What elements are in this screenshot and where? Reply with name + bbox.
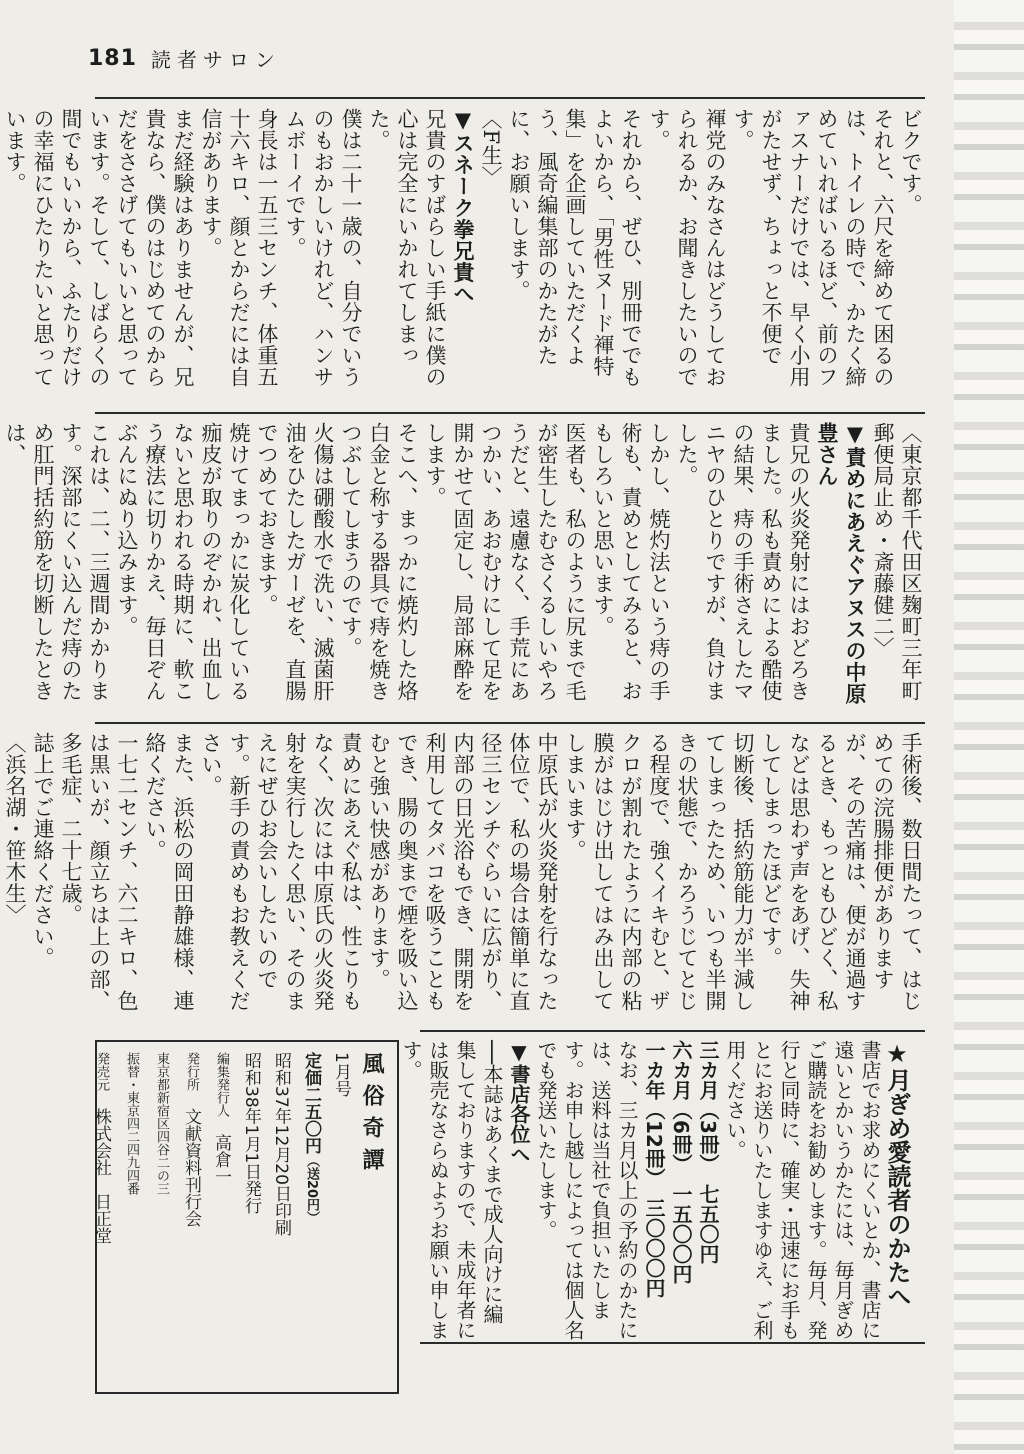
distributor-name: 株式会社 日正堂 <box>91 1108 111 1244</box>
paragraph: しかし、焼灼法という痔の手術も、責めとしてみると、おもしろいと思います。 <box>591 422 671 702</box>
paragraph: そこへ、まっかに焼灼した烙白金と称する器具で痔を焼きつぶしてしまうのです。 <box>339 422 419 702</box>
letter-lower <box>3 732 925 1022</box>
rule-top <box>95 97 925 99</box>
subscription-intro: 書店でお求めにくいとか、書店に遠いとかいうかたには、毎月ぎめご購読をお勧めします。毎月、発行と同時に、確実・迅速にお手もとにお送りいたしますゆえ、ご利用ください。 <box>723 1040 882 1340</box>
paragraph: 焼けてまっかに炭化している痂皮が取りのぞかれ、出血しないと思われる時期に、軟こう療法に切りかえ、毎日ぞんぶんにぬり込みます。 <box>115 422 251 702</box>
page-header <box>88 38 281 78</box>
magazine-title: 風俗奇譚 <box>359 1052 384 1180</box>
rule-3 <box>420 1030 925 1032</box>
paragraph: それと、六尺を締めて困るのは、トイレの時で、かたく締めていればいるほど、前のファスナーだけでは、早く小用がたせず、ちょっと不便です。 <box>731 108 895 388</box>
rule-2 <box>95 722 925 724</box>
subscription-note: なお、三カ月以上の予約のかたには、送料は当社で負担いたします。お申し越しによっては個人名でも発送いたします。 <box>534 1040 639 1340</box>
signature: 〈F生〉 <box>479 108 503 188</box>
section-title: 読者サロン <box>150 47 281 72</box>
publisher-name: 文献資料刊行会 <box>181 1108 201 1227</box>
paragraph: 兄貴のすばらしい手紙に僕の心は完全にいかれてしまった。 <box>367 108 447 388</box>
bookstore-heading: ▼書店各位へ <box>507 1040 531 1164</box>
signature: 〈浜名湖・笹木生〉 <box>3 732 27 926</box>
rule-1 <box>95 412 925 414</box>
publish-date: 昭和38年1月1日発行 <box>241 1052 261 1215</box>
paragraph: 中原氏が火炎発射を行なった体位で、私の場合は簡単に直径三センチぐらいに広がり、内部の日光浴もでき、開閉を利用してタバコを吸うこともでき、腸の奥まで煙を吸い込むと強い快感があります。 <box>367 732 559 1012</box>
paragraph: 貴兄の火炎発射にはおどろきました。私も責めによる酷使の結果、痔の手術さえしたマニヤのひとりですが、負けました。 <box>675 422 811 702</box>
paragraph: 一七二センチ、六二キロ、色は黒いが、顔立ちは上の部、多毛症、二十七歳。 <box>59 732 139 1012</box>
paragraph: ビクです。 <box>899 108 923 216</box>
subscription-notice <box>399 1040 911 1340</box>
paragraph: また、浜松の岡田静雄様、連絡ください。 <box>143 732 195 1012</box>
editor-name: 高倉一 <box>211 1134 231 1185</box>
torn-page-edge <box>954 0 1024 1454</box>
paragraph: 責めにあえぐ私は、性こりもなく、次には中原氏の火炎発射を実行したく思い、そのまえにぜひお会いしたいのです。新手の責めもお教えください。 <box>199 732 363 1012</box>
price-3-months: 三カ月（3冊） 七五〇円 <box>696 1040 720 1264</box>
paragraph: まだ経験はありませんが、兄貴なら、僕のはじめてのからだをささげてもいいと思っています。そして、しばらくの間でもいいから、ふたりだけの幸福にひたりたいと思っています。 <box>3 108 195 388</box>
paragraph: 切断後、括約筋能力が半減してしまったため、いつも半開きの状態で、かろうじてとじる程度で、強くイキむと、ザクロが割れたように内部の粘膜がはじけ出してはみ出してしまいます。 <box>563 732 755 1012</box>
paragraph <box>0 108 1 408</box>
paragraph: これは、二、三週間かかります。深部にくい込んだ痔のため肛門括約筋を切断したときは、 <box>3 422 111 702</box>
paragraph: 誌上でご連絡ください。 <box>31 732 55 969</box>
publisher-address: 東京都新宿区四谷二の三 <box>154 1052 169 1195</box>
distributor-label: 発売元 <box>94 1052 109 1091</box>
bookstore-note: ──本誌はあくまで成人向けに編集しておりますので、未成年者には販売なさらぬようお願い申します。 <box>399 1040 504 1340</box>
print-date: 昭和37年12月20日印刷 <box>271 1052 291 1236</box>
paragraph: 手術後、数日間たって、はじめての浣腸排便がありますが、その苦痛は、便が通過するとき、もっともひどく、私などは思わず声をあげ、失神してしまったほどです。 <box>759 732 923 1012</box>
paragraph: 褌党のみなさんはどうしておられるか、お聞きしたいのです。 <box>647 108 727 388</box>
price: 定価二五〇円 <box>301 1052 321 1154</box>
colophon <box>91 1052 386 1378</box>
editor-label: 編集発行人 <box>214 1052 229 1117</box>
price-1-year: 一カ年（12冊） 三〇〇〇円 <box>642 1040 666 1298</box>
rule-4 <box>420 1342 925 1344</box>
paragraph: 僕は二十一歳の、自分でいうのもおかしいけれど、ハンサムボーイです。 <box>283 108 363 388</box>
publisher-label: 発行所 <box>184 1052 199 1091</box>
letter-heading: ▼責めにあえぐアヌスの中原豊さん <box>815 422 867 705</box>
postal-account: 振替・東京四二四九四番 <box>124 1052 139 1195</box>
subscription-heading: ★月ぎめ愛読者のかたへ <box>883 1040 911 1308</box>
postage: （送20円） <box>304 1154 319 1225</box>
signature: 〈東京都千代田区麹町三年町郵便局止め・斎藤健二〉 <box>871 422 923 702</box>
letter-heading: ▼スネーク拳兄貴へ <box>451 108 475 305</box>
issue-label: 1月号 <box>331 1052 351 1097</box>
paragraph: 火傷は硼酸水で洗い、滅菌肝油をひたしたガーゼを、直腸でつめておきます。 <box>255 422 335 702</box>
price-6-months: 六カ月（6冊） 一五〇〇円 <box>669 1040 693 1284</box>
letter-top <box>3 108 925 408</box>
paragraph: 医者も、私のように尻まで毛が密生したむさくるしいやろうだと、遠慮なく、手荒にあつかい、あおむけにして足を開かせて固定し、局部麻酔をします。 <box>423 422 587 702</box>
paragraph: 身長は一五三センチ、体重五十六キロ、顔とからだには自信があります。 <box>199 108 279 388</box>
paragraph: それから、ぜひ、別冊ででもよいから、「男性ヌード褌特集」を企画していただくよう、風奇編集部のかたがたに、お願いします。 <box>507 108 643 388</box>
letter-middle <box>3 422 925 718</box>
page-number: 181 <box>88 45 137 71</box>
